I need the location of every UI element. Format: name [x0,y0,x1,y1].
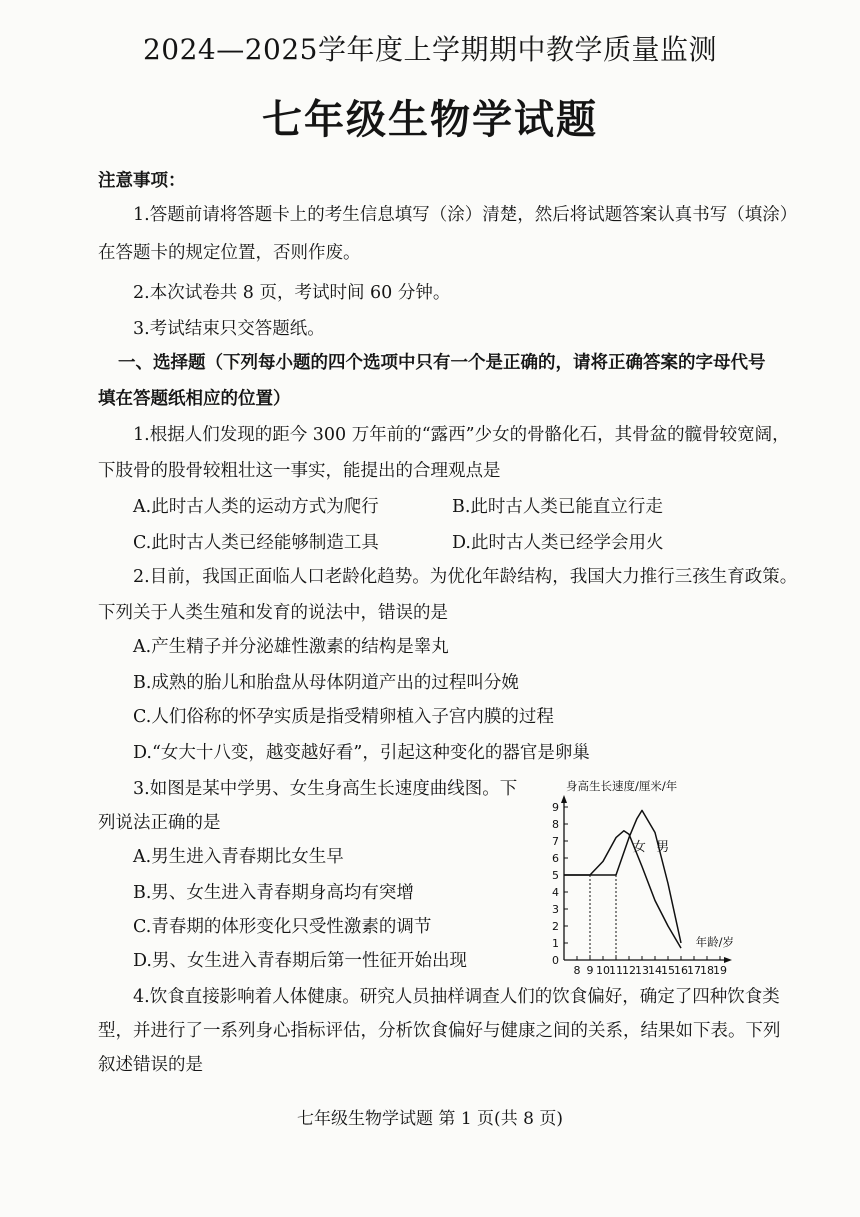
notice-line-4: 3.考试结束只交答题纸。 [133,319,325,339]
notice-line-3: 2.本次试卷共 8 页，考试时间 60 分钟。 [133,283,451,303]
y-tick-label: 4 [552,886,559,899]
q3-option-b: B.男、女生进入青春期身高均有突增 [133,883,414,903]
x-tick-label: 14 [648,964,662,977]
q1-option-c: C.此时古人类已经能够制造工具 [133,533,379,553]
y-tick-label: 7 [552,835,559,848]
q2-option-a: A.产生精子并分泌雄性激素的结构是睾丸 [133,637,449,657]
series-label-female: 女 [632,840,646,856]
q1-stem-1: 1.根据人们发现的距今 300 万年前的“露西”少女的骨骼化石，其骨盆的髋骨较宽阔， [133,425,790,445]
exam-title: 七年级生物学试题 [262,96,598,143]
q4-stem-2: 型，并进行了一系列身心指标评估，分析饮食偏好与健康之间的关系，结果如下表。下列 [98,1021,781,1041]
y-tick-label: 8 [552,818,559,831]
y-tick-label: 1 [552,937,559,950]
series-label-male: 男 [656,840,670,856]
q3-option-a: A.男生进入青春期比女生早 [133,847,344,867]
q1-option-a: A.此时古人类的运动方式为爬行 [133,497,379,517]
q3-option-d: D.男、女生进入青春期后第一性征开始出现 [133,951,467,971]
y-tick-label: 2 [552,920,559,933]
x-tick-label: 16 [674,964,688,977]
q3-stem-1: 3.如图是某中学男、女生身高生长速度曲线图。下 [133,779,518,799]
y-tick-label: 6 [552,852,559,865]
page-footer: 七年级生物学试题 第 1 页(共 8 页) [297,1109,563,1129]
notice-line-2: 在答题卡的规定位置，否则作废。 [98,243,361,263]
q4-stem-1: 4.饮食直接影响着人体健康。研究人员抽样调查人们的饮食偏好，确定了四种饮食类 [133,987,780,1007]
notice-label: 注意事项： [98,171,186,191]
y-axis-arrow [561,795,567,803]
x-tick-label: 10 [596,964,610,977]
x-tick-label: 15 [661,964,675,977]
q2-option-b: B.成熟的胎儿和胎盘从母体阴道产出的过程叫分娩 [133,673,519,693]
q2-stem-2: 下列关于人类生殖和发育的说法中，错误的是 [98,603,448,623]
y-tick-label: 0 [552,954,559,967]
q1-stem-2: 下肢骨的股骨较粗壮这一事实，能提出的合理观点是 [98,461,501,481]
x-tick-label: 9 [586,964,594,977]
q2-option-d: D.“女大十八变，越变越好看”，引起这种变化的器官是卵巢 [133,743,590,763]
growth-velocity-chart [528,772,798,978]
y-tick-label: 5 [552,869,559,882]
x-axis-label: 年龄/岁 [695,935,734,949]
q3-stem-2: 列说法正确的是 [98,813,221,833]
section-heading-2: 填在答题纸相应的位置） [98,389,291,409]
exam-header: 2024—2025学年度上学期期中教学质量监测 [142,33,718,66]
q3-option-c: C.青春期的体形变化只受性激素的调节 [133,917,432,937]
x-tick-label: 12 [622,964,636,977]
notice-line-1: 1.答题前请将答题卡上的考生信息填写（涂）清楚，然后将试题答案认真书写（填涂） [133,205,798,225]
x-tick-label: 13 [635,964,649,977]
q1-option-d: D.此时古人类已经学会用火 [452,533,664,553]
y-axis-label: 身高生长速度/厘米/年 [566,779,678,793]
q1-option-b: B.此时古人类已能直立行走 [452,497,663,517]
x-tick-label: 19 [713,964,727,977]
x-tick-label: 11 [609,964,623,977]
section-heading-1: 一、选择题（下列每小题的四个选项中只有一个是正确的，请将正确答案的字母代号 [118,353,766,373]
series-line-male [564,810,681,943]
q4-stem-3: 叙述错误的是 [98,1055,203,1075]
x-tick-label: 17 [687,964,701,977]
x-tick-label: 8 [573,964,581,977]
q2-stem-1: 2.目前，我国正面临人口老龄化趋势。为优化年龄结构，我国大力推行三孩生育政策。 [133,567,798,587]
x-tick-label: 18 [700,964,714,977]
q2-option-c: C.人们俗称的怀孕实质是指受精卵植入子宫内膜的过程 [133,707,554,727]
x-axis-arrow [724,957,732,963]
y-tick-label: 3 [552,903,559,916]
y-tick-label: 9 [552,801,559,814]
